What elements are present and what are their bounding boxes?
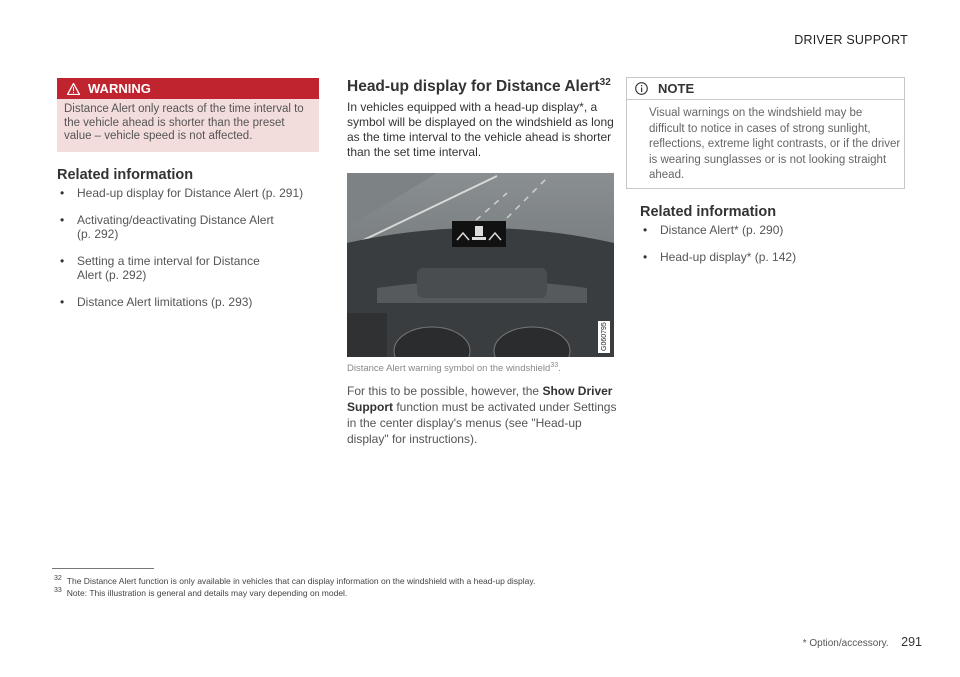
warning-label: WARNING xyxy=(88,81,151,96)
note-box xyxy=(626,77,905,189)
windshield-scene xyxy=(347,173,614,357)
footnote-ref[interactable]: 32 xyxy=(599,77,611,88)
related-link[interactable]: • Head-up display for Distance Alert (p. 291) xyxy=(57,186,322,200)
intro-paragraph: In vehicles equipped with a head-up display*, a symbol will be displayed on the windshield as long as the time interval to the vehicle ahead is shorter than the set time interval. xyxy=(347,100,614,159)
note-header xyxy=(627,78,904,100)
related-link[interactable]: • Distance Alert limitations (p. 293) xyxy=(57,295,322,309)
option-note: * Option/accessory. xyxy=(802,638,889,649)
note-text: Visual warnings on the windshield may be difficult to notice in cases of strong sunlight, reflections, extreme light contrasts, or if the driver is wearing sunglasses or is not looking straight ahead. xyxy=(649,107,901,181)
warning-triangle-icon xyxy=(67,83,80,95)
footnote: $^{33}$ Note: This illustration is general and details may vary depending on model. xyxy=(54,587,348,598)
footnote-ref[interactable]: 33 xyxy=(550,362,559,369)
related-link[interactable]: • Setting a time interval for Distance Alert (p. 292) xyxy=(57,254,282,282)
page-footer xyxy=(803,633,922,651)
page-number: 291 xyxy=(901,635,922,649)
right-related-section xyxy=(640,204,900,273)
left-related-section xyxy=(57,167,322,318)
related-list xyxy=(640,223,900,264)
section-title: Head-up display for Distance Alert$^{32}$ xyxy=(347,77,611,95)
footnote-divider xyxy=(52,568,154,569)
related-list xyxy=(57,186,322,309)
note-label: NOTE xyxy=(658,81,695,96)
related-heading: Related information xyxy=(57,167,194,183)
setting-name: Show Driver Support xyxy=(347,384,613,414)
footnote: $^{32}$ The Distance Alert function is only available in vehicles that can display information on the windshield with a head-up display. xyxy=(54,575,536,586)
info-icon xyxy=(635,82,648,95)
related-heading: Related information xyxy=(640,204,777,220)
related-link[interactable]: • Head-up display* (p. 142) xyxy=(640,250,900,264)
warning-box xyxy=(57,78,319,152)
related-link[interactable]: • Distance Alert* (p. 290) xyxy=(640,223,900,237)
related-link[interactable]: • Activating/deactivating Distance Alert (p. 292) xyxy=(57,213,277,241)
section-header: DRIVER SUPPORT xyxy=(794,33,908,47)
warning-text: Distance Alert only reacts of the time interval to the vehicle ahead is shorter than the preset value – vehicle speed is not affected. xyxy=(64,103,304,142)
warning-header xyxy=(57,78,319,99)
activation-paragraph: For this to be possible, however, the Show Driver Support function must be activated under Settings in the center display's menus (see "Head-up display" for instructions). xyxy=(347,384,617,446)
image-code: G060795 xyxy=(601,322,608,351)
image-caption: Distance Alert warning symbol on the windshield$^{33}$. xyxy=(347,362,561,375)
windshield-illustration xyxy=(347,173,614,357)
